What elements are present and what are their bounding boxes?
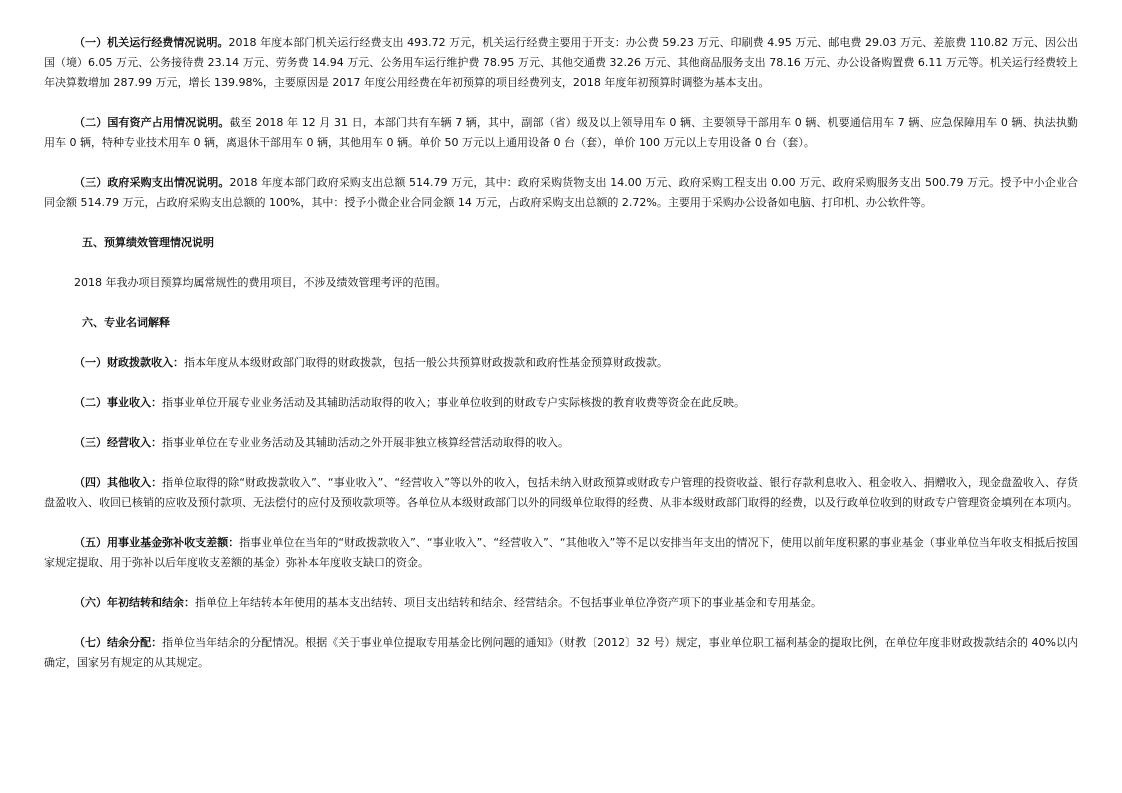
glossary-item-carryover	[44, 593, 1078, 613]
glossary-term: （七）结余分配：	[74, 636, 163, 649]
paragraph-state-assets	[44, 113, 1078, 153]
section-heading-budget-performance: 五、预算绩效管理情况说明	[82, 236, 214, 249]
glossary-definition: 指事业单位开展专业业务活动及其辅助活动取得的收入；事业单位收到的财政专户实际核拨的教育收费等资金在此反映。	[162, 396, 745, 409]
glossary-term: （三）经营收入：	[74, 436, 162, 449]
paragraph-text: 截至 2018 年 12 月 31 日，本部门共有车辆 7 辆，其中，副部（省）级及以上领导用车 0 辆、主要领导干部用车 0 辆、机要通信用车 7 辆、应急保障用车 0 辆、执法执勤用车 0 辆，特种专业技术用车 0 辆，离退休干部用车 0 辆，其他用车 0 辆。单价 50 万元以上通用设备 0 台（套），单价 100 万元以上专用设备 0 台（套）。	[44, 116, 1079, 149]
glossary-term: （一）财政拨款收入：	[74, 356, 184, 369]
paragraph-heading: （二）国有资产占用情况说明。	[74, 116, 230, 129]
glossary-definition: 指事业单位在专业业务活动及其辅助活动之外开展非独立核算经营活动取得的收入。	[162, 436, 569, 449]
glossary-item-fiscal-appropriation	[44, 353, 1078, 373]
glossary-term: （六）年初结转和结余：	[74, 596, 195, 609]
paragraph-heading: （一）机关运行经费情况说明。	[74, 36, 229, 49]
glossary-term: （四）其他收入：	[74, 476, 163, 489]
glossary-item-operating-income	[44, 433, 1078, 453]
glossary-term: （二）事业收入：	[74, 396, 162, 409]
paragraph-government-procurement	[44, 173, 1078, 213]
paragraph-text: 2018 年度本部门政府采购支出总额 514.79 万元，其中：政府采购货物支出 14.00 万元、政府采购工程支出 0.00 万元、政府采购服务支出 500.79 万元。授予中小企业合同金额 514.79 万元，占政府采购支出总额的 100%，其中：授予小微企业合同金额 14 万元，占政府采购支出总额的 2.72%。主要用于采购办公设备如电脑、打印机、办公软件等。	[44, 176, 1079, 209]
glossary-item-business-income	[44, 393, 1078, 413]
paragraph-operating-expenses	[44, 33, 1078, 93]
glossary-item-business-fund	[44, 533, 1078, 573]
glossary-definition: 指事业单位在当年的“财政拨款收入”、“事业收入”、“经营收入”、“其他收入”等不足以安排当年支出的情况下，使用以前年度积累的事业基金（事业单位当年收支相抵后按国家规定提取、用于弥补以后年度收支差额的基金）弥补本年度收支缺口的资金。	[44, 536, 1079, 569]
section-heading-glossary: 六、专业名词解释	[82, 316, 170, 329]
glossary-item-surplus-distribution	[44, 633, 1078, 673]
paragraph-budget-performance: 2018 年我办项目预算均属常规性的费用项目，不涉及绩效管理考评的范围。	[74, 276, 447, 289]
glossary-definition: 指单位上年结转本年使用的基本支出结转、项目支出结转和结余、经营结余。不包括事业单位净资产项下的事业基金和专用基金。	[195, 596, 822, 609]
glossary-item-other-income	[44, 473, 1078, 513]
document-page	[44, 33, 1078, 673]
paragraph-text: 2018 年度本部门机关运行经费支出 493.72 万元，机关运行经费主要用于开支：办公费 59.23 万元、印刷费 4.95 万元、邮电费 29.03 万元、差旅费 110.82 万元、因公出国（境）6.05 万元、公务接待费 23.14 万元、劳务费 14.94 万元、公务用车运行维护费 78.95 万元、其他交通费 32.26 万元、其他商品服务支出 78.16 万元、办公设备购置费 6.11 万元等。机关运行经费较上年决算数增加 287.99 万元，增长 139.98%，主要原因是 2017 年度公用经费在年初预算的项目经费列支，2018 年度年初预算时调整为基本支出。	[44, 36, 1079, 89]
paragraph-heading: （三）政府采购支出情况说明。	[74, 176, 230, 189]
glossary-definition: 指单位当年结余的分配情况。根据《关于事业单位提取专用基金比例问题的通知》（财教〔2012〕32 号）规定，事业单位职工福利基金的提取比例，在单位年度非财政拨款结余的 40%以内确定，国家另有规定的从其规定。	[44, 636, 1079, 669]
glossary-definition: 指本年度从本级财政部门取得的财政拨款，包括一般公共预算财政拨款和政府性基金预算财政拨款。	[184, 356, 668, 369]
glossary-term: （五）用事业基金弥补收支差额：	[74, 536, 240, 549]
glossary-definition: 指单位取得的除“财政拨款收入”、“事业收入”、“经营收入”等以外的收入，包括未纳入财政预算或财政专户管理的投资收益、银行存款利息收入、租金收入、捐赠收入，现金盘盈收入、存货盘盈收入、收回已核销的应收及预付款项、无法偿付的应付及预收款项等。各单位从本级财政部门以外的同级单位取得的经费、从非本级财政部门取得的经费，以及行政单位收到的财政专户管理资金填列在本项内。	[44, 476, 1078, 509]
